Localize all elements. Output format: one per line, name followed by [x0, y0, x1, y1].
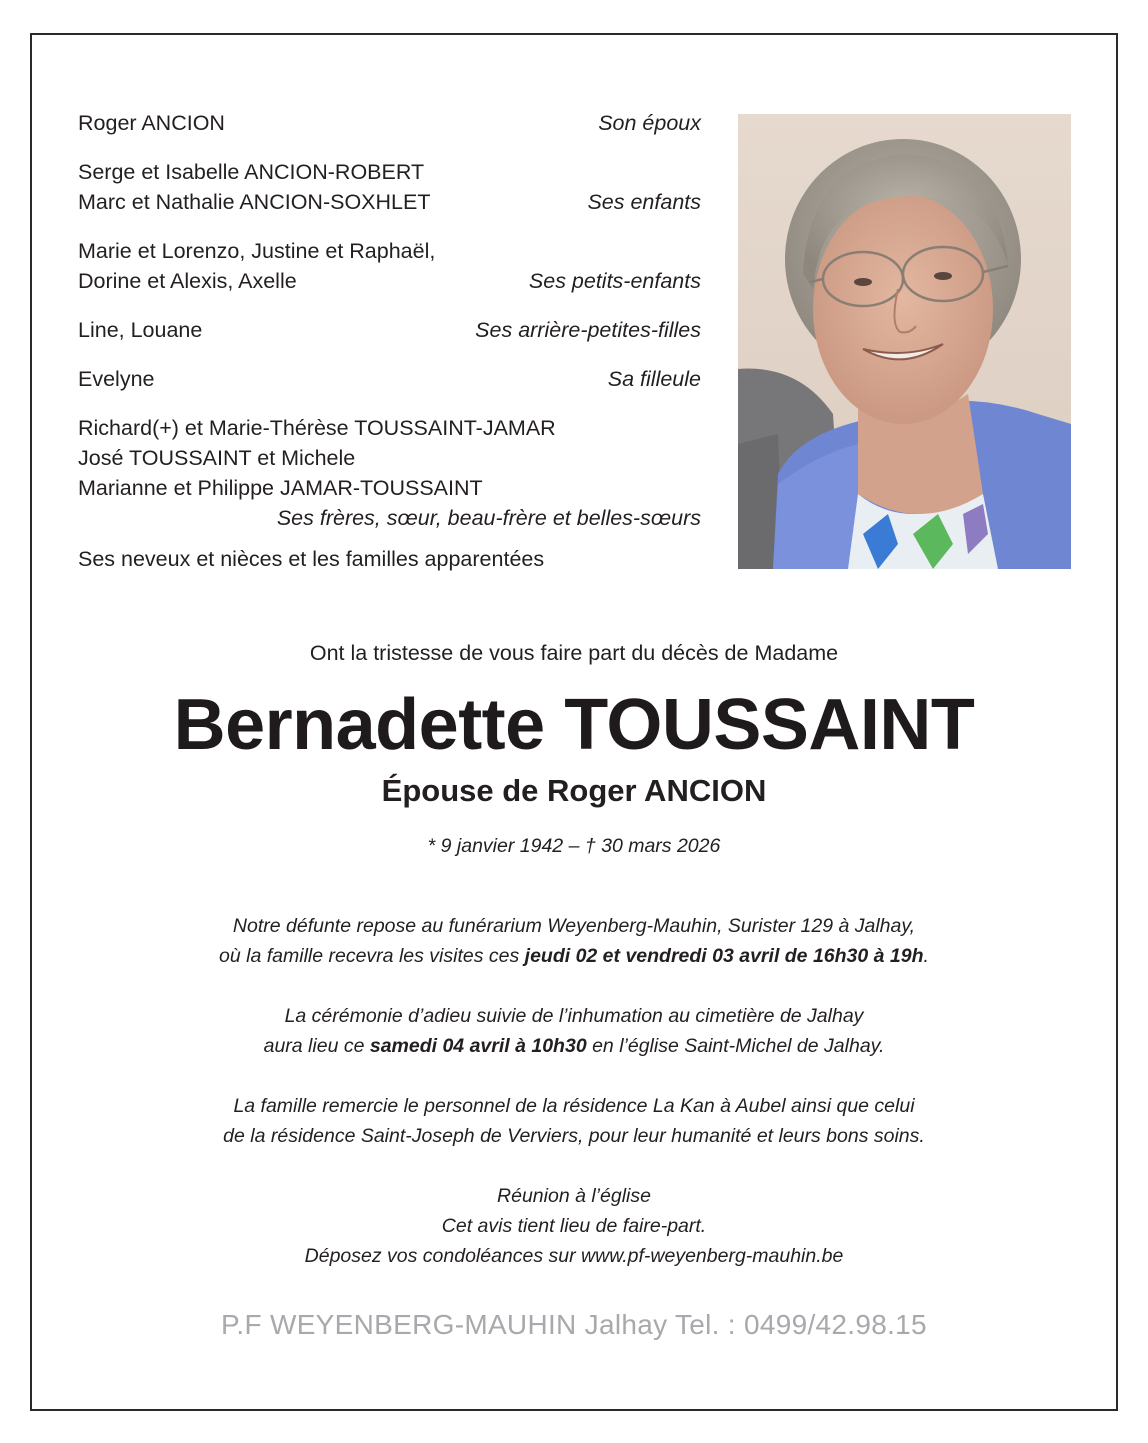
deceased-name: Bernadette TOUSSAINT	[173, 685, 975, 765]
ceremony-text: aura lieu ce	[263, 1035, 370, 1057]
family-name-line: José TOUSSAINT et Michele	[78, 445, 356, 470]
family-name-line: Line, Louane	[78, 317, 203, 342]
family-group-goddaughter	[78, 364, 701, 394]
ceremony-line-2	[32, 1031, 1116, 1061]
visitation-paragraph	[32, 911, 1116, 971]
visitation-text: où la famille recevra les visites ces	[219, 945, 525, 967]
ceremony-location: en l’église Saint-Michel de Jalhay.	[586, 1035, 885, 1057]
life-dates: * 9 janvier 1942 – † 30 mars 2026	[427, 835, 721, 857]
family-group-extended	[78, 544, 701, 574]
family-name-line: Evelyne	[78, 366, 155, 391]
funeral-home-contact: P.F WEYENBERG-MAUHIN Jalhay Tel. : 0499/42.98.15	[221, 1309, 927, 1340]
spouse-line: Épouse de Roger ANCION	[381, 773, 767, 808]
thanks-line-1: La famille remercie le personnel de la résidence La Kan à Aubel ainsi que celui	[233, 1095, 915, 1117]
family-relation: Son époux	[598, 111, 701, 135]
family-name-line: Richard(+) et Marie-Thérèse TOUSSAINT-JAMAR	[78, 415, 556, 440]
thanks-line-2: de la résidence Saint-Joseph de Verviers, pour leur humanité et leurs bons soins.	[223, 1125, 925, 1147]
family-list	[78, 108, 701, 593]
notice-note: Cet avis tient lieu de faire-part.	[441, 1215, 707, 1237]
family-name-line: Marie et Lorenzo, Justine et Raphaël,	[78, 238, 436, 263]
thanks-paragraph	[32, 1091, 1116, 1151]
family-relation: Ses arrière-petites-filles	[475, 317, 701, 342]
family-name-line: Marc et Nathalie ANCION-SOXHLET	[78, 190, 431, 215]
family-relation: Ses frères, sœur, beau-frère et belles-sœurs	[276, 506, 701, 531]
intro-text: Ont la tristesse de vous faire part du décès de Madame	[309, 641, 839, 665]
family-group-children	[78, 157, 701, 218]
closing-paragraph	[32, 1181, 1116, 1271]
condolences-note: Déposez vos condoléances sur www.pf-weyenberg-mauhin.be	[304, 1245, 844, 1267]
family-group-siblings	[78, 413, 701, 534]
family-name-line: Roger ANCION	[78, 111, 225, 135]
visitation-text-end: .	[923, 945, 929, 967]
family-name-line: Ses neveux et nièces et les familles apparentées	[78, 546, 545, 571]
family-name-line: Marianne et Philippe JAMAR-TOUSSAINT	[78, 476, 483, 501]
family-name-line: Serge et Isabelle ANCION-ROBERT	[78, 159, 425, 184]
family-name-line: Dorine et Alexis, Axelle	[78, 269, 297, 294]
ceremony-paragraph	[32, 1001, 1116, 1061]
visitation-line-1: Notre défunte repose au funérarium Weyenberg-Mauhin, Surister 129 à Jalhay,	[232, 915, 916, 937]
family-relation: Sa filleule	[607, 366, 701, 391]
visitation-line-2	[32, 941, 1116, 971]
family-relation: Ses enfants	[587, 190, 701, 215]
portrait-photo	[738, 114, 1071, 569]
family-group-spouse	[78, 108, 701, 138]
family-group-great-grandchildren	[78, 315, 701, 345]
ceremony-time: samedi 04 avril à 10h30	[369, 1035, 587, 1057]
family-group-grandchildren	[78, 236, 701, 297]
family-relation: Ses petits-enfants	[528, 269, 701, 294]
meeting-note: Réunion à l’église	[497, 1185, 651, 1207]
visitation-times: jeudi 02 et vendredi 03 avril de 16h30 à 19h	[524, 945, 924, 967]
ceremony-line-1: La cérémonie d’adieu suivie de l’inhumation au cimetière de Jalhay	[284, 1005, 864, 1027]
